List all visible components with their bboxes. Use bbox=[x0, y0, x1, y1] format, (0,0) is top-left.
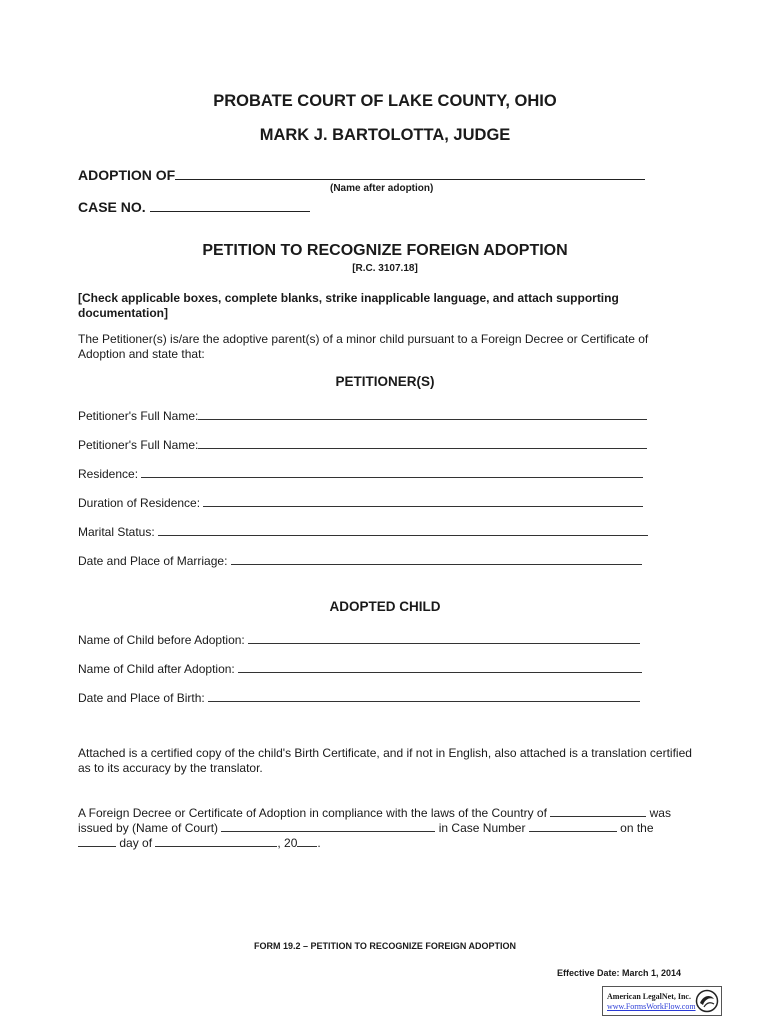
marriage-date-place-field bbox=[78, 552, 642, 568]
petitioner-2-name-field bbox=[78, 436, 647, 452]
decree-year-prefix: , 20 bbox=[277, 836, 298, 850]
instructions-text: [Check applicable boxes, complete blanks, strike inapplicable language, and attach supporting documentation] bbox=[78, 291, 619, 320]
duration-of-residence-field bbox=[78, 494, 643, 510]
child-name-after-input[interactable] bbox=[238, 660, 642, 673]
statute-reference: [R.C. 3107.18] bbox=[352, 263, 418, 274]
birth-date-place-field bbox=[78, 689, 640, 705]
decree-year-input[interactable] bbox=[297, 834, 317, 847]
adoption-of-label: ADOPTION OF bbox=[78, 167, 176, 183]
child-name-before-input[interactable] bbox=[248, 631, 640, 644]
case-no-row bbox=[78, 198, 310, 215]
judge-name: MARK J. BARTOLOTTA, JUDGE bbox=[259, 126, 511, 144]
decree-country-input[interactable] bbox=[550, 804, 646, 817]
residence-field bbox=[78, 465, 643, 481]
decree-on-the-label: on the bbox=[620, 821, 654, 835]
marital-status-input[interactable] bbox=[158, 523, 648, 536]
decree-was-label: was bbox=[649, 806, 671, 820]
decree-line-1 bbox=[78, 804, 671, 820]
residence-label: Residence: bbox=[78, 467, 139, 481]
form-identifier: FORM 19.2 – PETITION TO RECOGNIZE FOREIGN ADOPTION bbox=[253, 941, 517, 951]
publisher-logo-box bbox=[602, 986, 722, 1016]
petitioner-1-name-field bbox=[78, 407, 647, 423]
decree-country-label: A Foreign Decree or Certificate of Adoption in compliance with the laws of the Country of bbox=[78, 806, 547, 820]
publisher-emblem-icon bbox=[695, 989, 719, 1013]
decree-case-number-input[interactable] bbox=[529, 819, 617, 832]
child-name-after-label: Name of Child after Adoption: bbox=[78, 662, 235, 676]
publisher-url-link[interactable]: www.FormsWorkFlow.com bbox=[607, 1002, 696, 1011]
decree-line-3 bbox=[78, 834, 321, 850]
petitioners-heading: PETITIONER(S) bbox=[335, 374, 435, 389]
marital-status-label: Marital Status: bbox=[78, 525, 155, 539]
child-name-before-field bbox=[78, 631, 640, 647]
residence-input[interactable] bbox=[141, 465, 643, 478]
marital-status-field bbox=[78, 523, 648, 539]
decree-case-number-label: in Case Number bbox=[438, 821, 526, 835]
adopted-child-heading: ADOPTED CHILD bbox=[329, 599, 441, 614]
effective-date: Effective Date: March 1, 2014 bbox=[557, 968, 682, 978]
birth-date-place-label: Date and Place of Birth: bbox=[78, 691, 205, 705]
case-no-input[interactable] bbox=[150, 198, 310, 212]
decree-court-input[interactable] bbox=[221, 819, 435, 832]
decree-court-label: issued by (Name of Court) bbox=[78, 821, 219, 835]
decree-line-2 bbox=[78, 819, 654, 835]
birth-certificate-statement: Attached is a certified copy of the child's Birth Certificate, and if not in English, also attached is a translation certified as to its accuracy by the translator. bbox=[78, 746, 692, 775]
petitioner-2-name-label: Petitioner's Full Name: bbox=[78, 438, 199, 452]
marriage-date-place-label: Date and Place of Marriage: bbox=[78, 554, 228, 568]
birth-date-place-input[interactable] bbox=[208, 689, 640, 702]
petitioner-1-name-input[interactable] bbox=[198, 407, 647, 420]
duration-of-residence-input[interactable] bbox=[203, 494, 643, 507]
publisher-name: American LegalNet, Inc. bbox=[607, 992, 691, 1001]
decree-month-input[interactable] bbox=[155, 834, 277, 847]
decree-day-input[interactable] bbox=[78, 834, 116, 847]
decree-period: . bbox=[317, 836, 321, 850]
adoption-of-caption: (Name after adoption) bbox=[330, 183, 434, 194]
case-no-label: CASE NO. bbox=[78, 199, 146, 215]
adoption-of-input[interactable] bbox=[175, 166, 645, 180]
child-name-before-label: Name of Child before Adoption: bbox=[78, 633, 245, 647]
duration-of-residence-label: Duration of Residence: bbox=[78, 496, 201, 510]
marriage-date-place-input[interactable] bbox=[231, 552, 642, 565]
petitioner-2-name-input[interactable] bbox=[198, 436, 647, 449]
adoption-of-row bbox=[78, 166, 645, 183]
child-name-after-field bbox=[78, 660, 642, 676]
intro-text: The Petitioner(s) is/are the adoptive parent(s) of a minor child pursuant to a Foreign Decree or Certificate of Adoption and state that: bbox=[78, 332, 649, 361]
decree-day-of-label: day of bbox=[119, 836, 153, 850]
form-title: PETITION TO RECOGNIZE FOREIGN ADOPTION bbox=[202, 242, 568, 259]
court-name: PROBATE COURT OF LAKE COUNTY, OHIO bbox=[213, 92, 557, 110]
petitioner-1-name-label: Petitioner's Full Name: bbox=[78, 409, 199, 423]
